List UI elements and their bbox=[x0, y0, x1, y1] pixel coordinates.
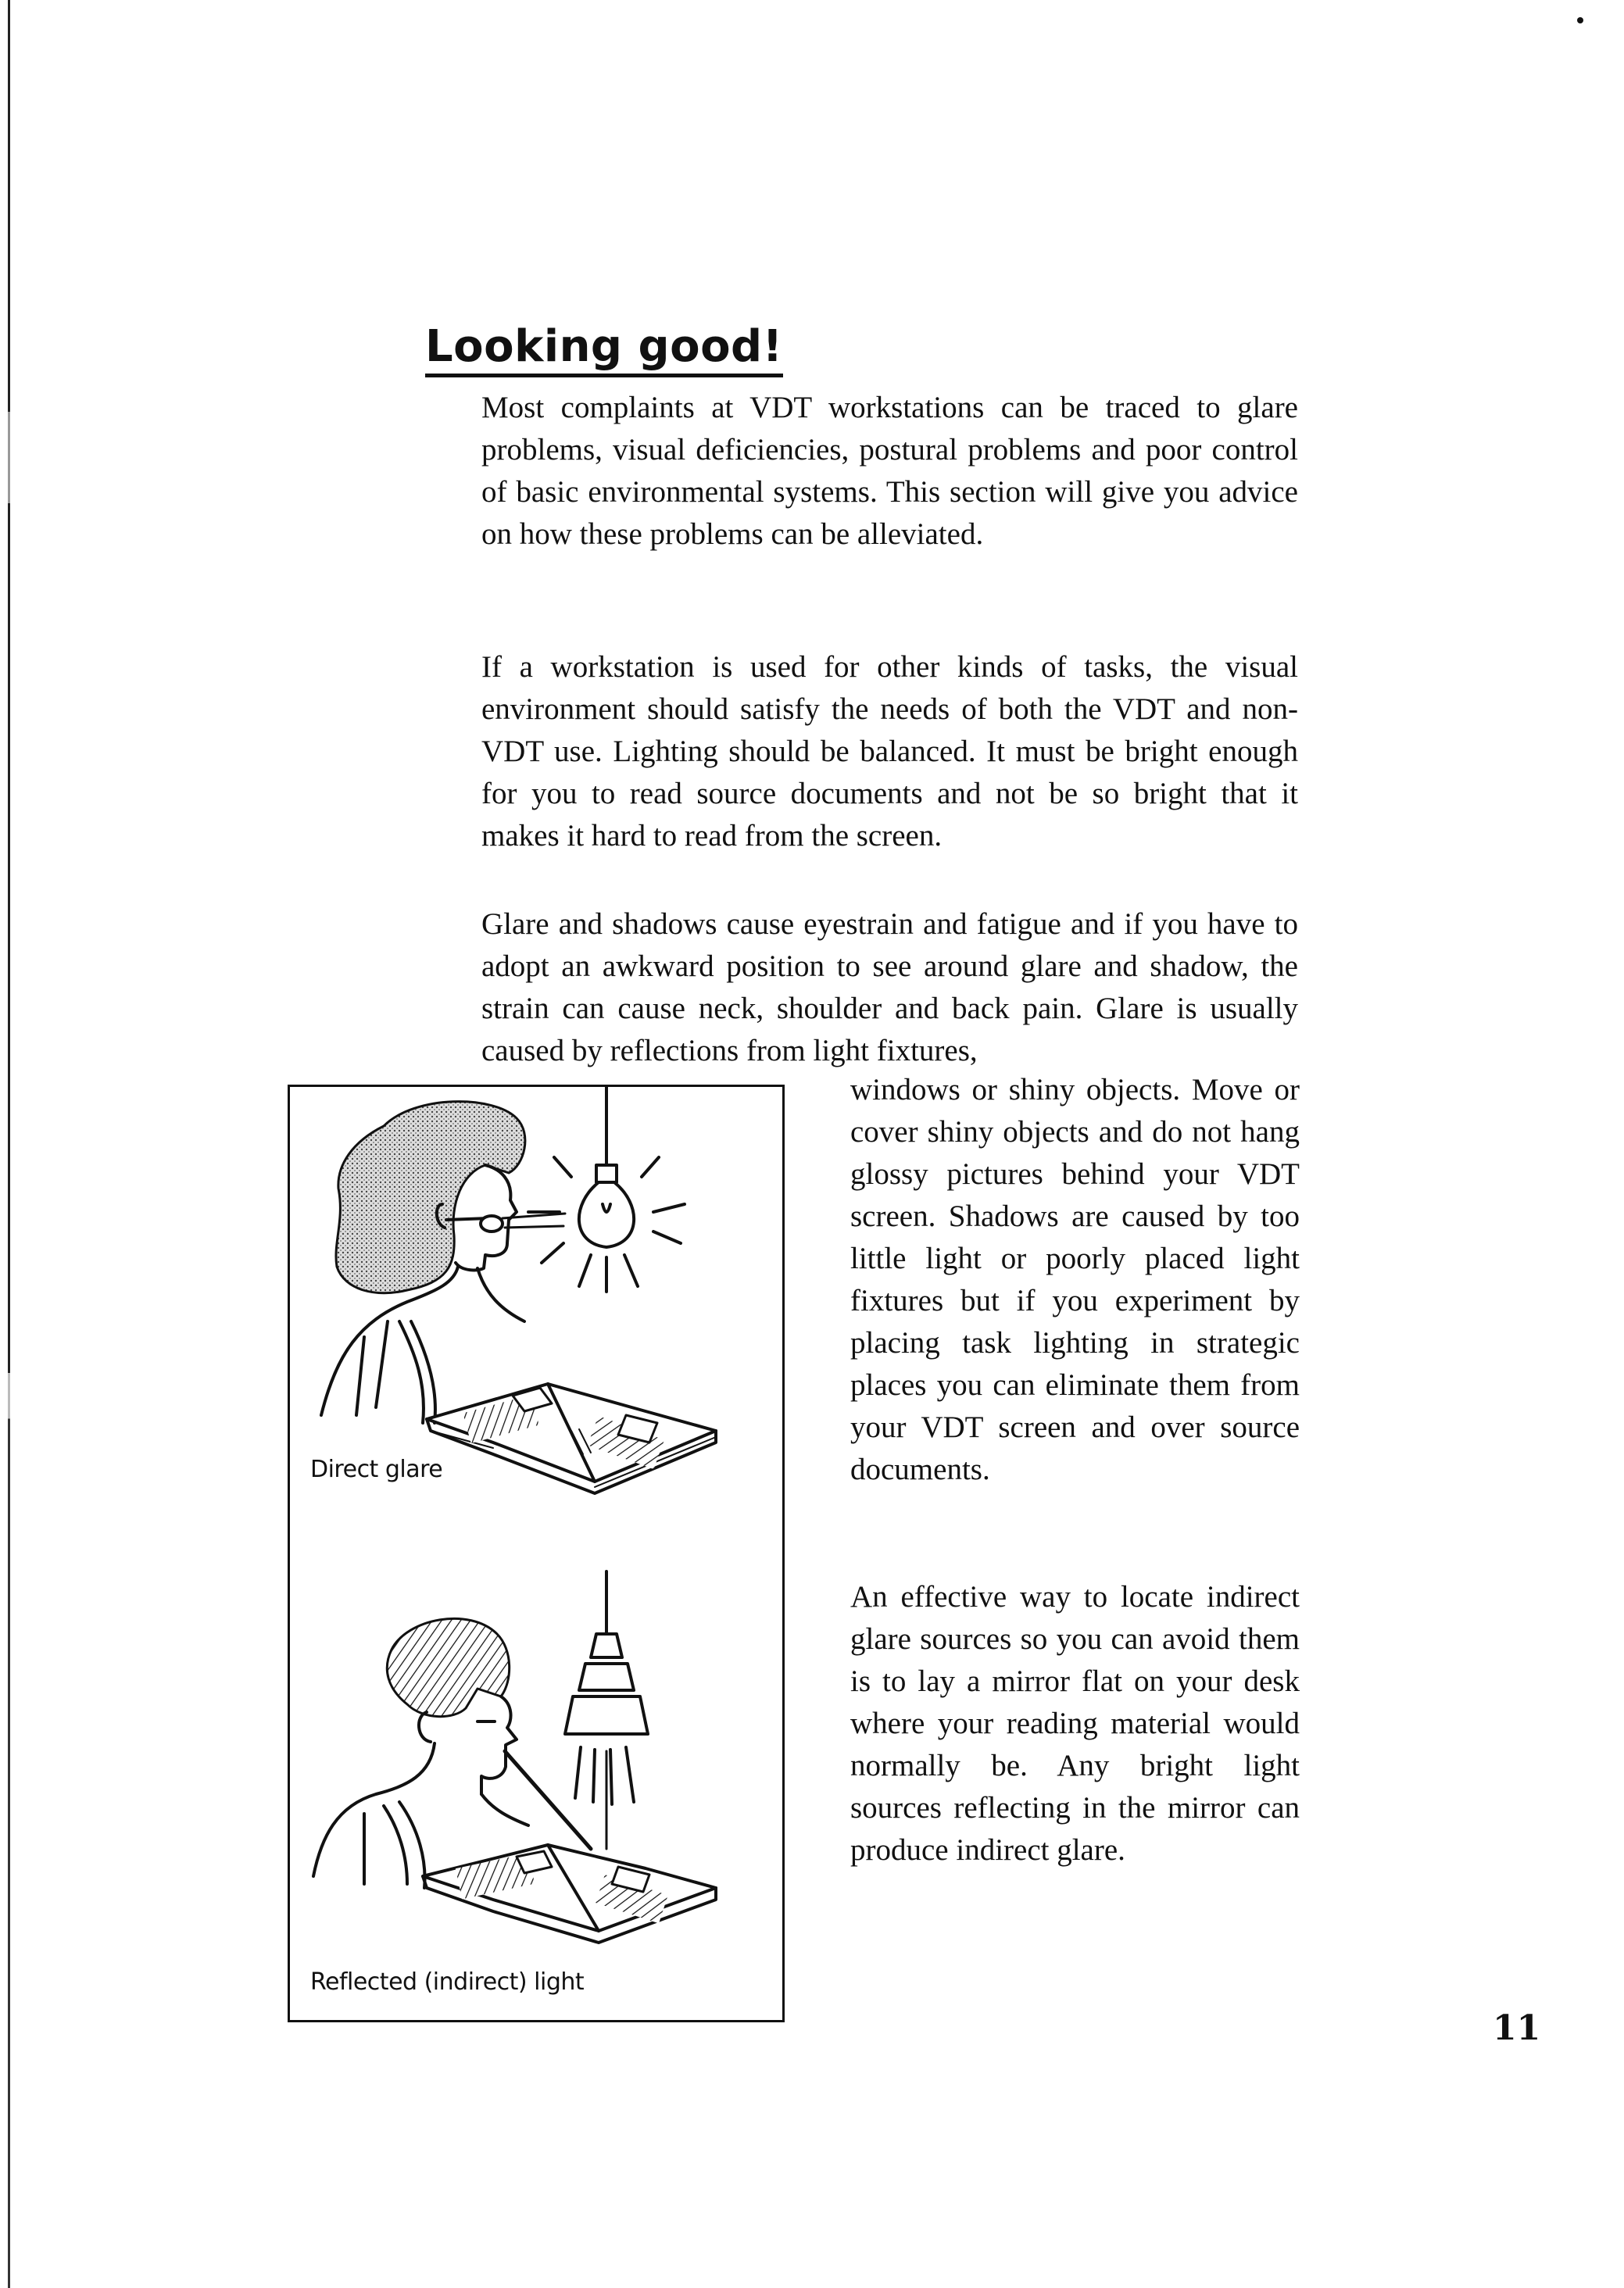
reflected-light-scene bbox=[313, 1571, 716, 1943]
direct-glare-scene bbox=[321, 1087, 716, 1493]
scan-speck bbox=[1577, 17, 1583, 23]
glare-illustration bbox=[290, 1087, 782, 2020]
open-book-top bbox=[427, 1384, 716, 1493]
page-number: 11 bbox=[1493, 2008, 1541, 2048]
open-book-bottom bbox=[423, 1845, 716, 1943]
scan-edge bbox=[8, 0, 10, 2288]
paragraph-lighting: If a workstation is used for other kinds of tasks, the visual environment should satisfy the needs of both the VDT and non-VDT use. Lighting should be balanced. It must be bright enough for you to read source documents and not be so bright that it makes it hard to read from the screen. bbox=[481, 650, 1298, 853]
paragraph-intro: Most complaints at VDT workstations can be traced to glare problems, visual deficiencies, postural problems and poor control of basic environmental systems. This section will give you advice on how these problems can be alleviated. bbox=[481, 391, 1298, 551]
section-heading: Looking good! bbox=[425, 322, 783, 377]
paragraph-glare-continued: windows or shiny objects. Move or cover shiny objects and do not hang glossy pictures behind your VDT screen. Shadows are caused by too little light or poorly placed light fixtures but if you experiment by placing task lighting in strategic places you can eliminate them from your VDT screen and over source documents. bbox=[850, 1073, 1300, 1486]
caption-direct-glare: Direct glare bbox=[310, 1456, 443, 1483]
paragraph-glare-causes: Glare and shadows cause eyestrain and fatigue and if you have to adopt an awkward position to see around glare and shadow, the strain can cause neck, shoulder and back pain. Glare is usually caused by reflections from light fixtures, bbox=[481, 907, 1298, 1067]
caption-reflected-light: Reflected (indirect) light bbox=[310, 1968, 585, 1996]
paragraph-mirror-tip: An effective way to locate indirect glare sources so you can avoid them is to lay a mirror flat on your desk where your reading material would normally be. Any bright light sources reflecting in the mirror can produce indirect glare. bbox=[850, 1580, 1300, 1867]
glare-illustration-figure bbox=[288, 1085, 785, 2022]
